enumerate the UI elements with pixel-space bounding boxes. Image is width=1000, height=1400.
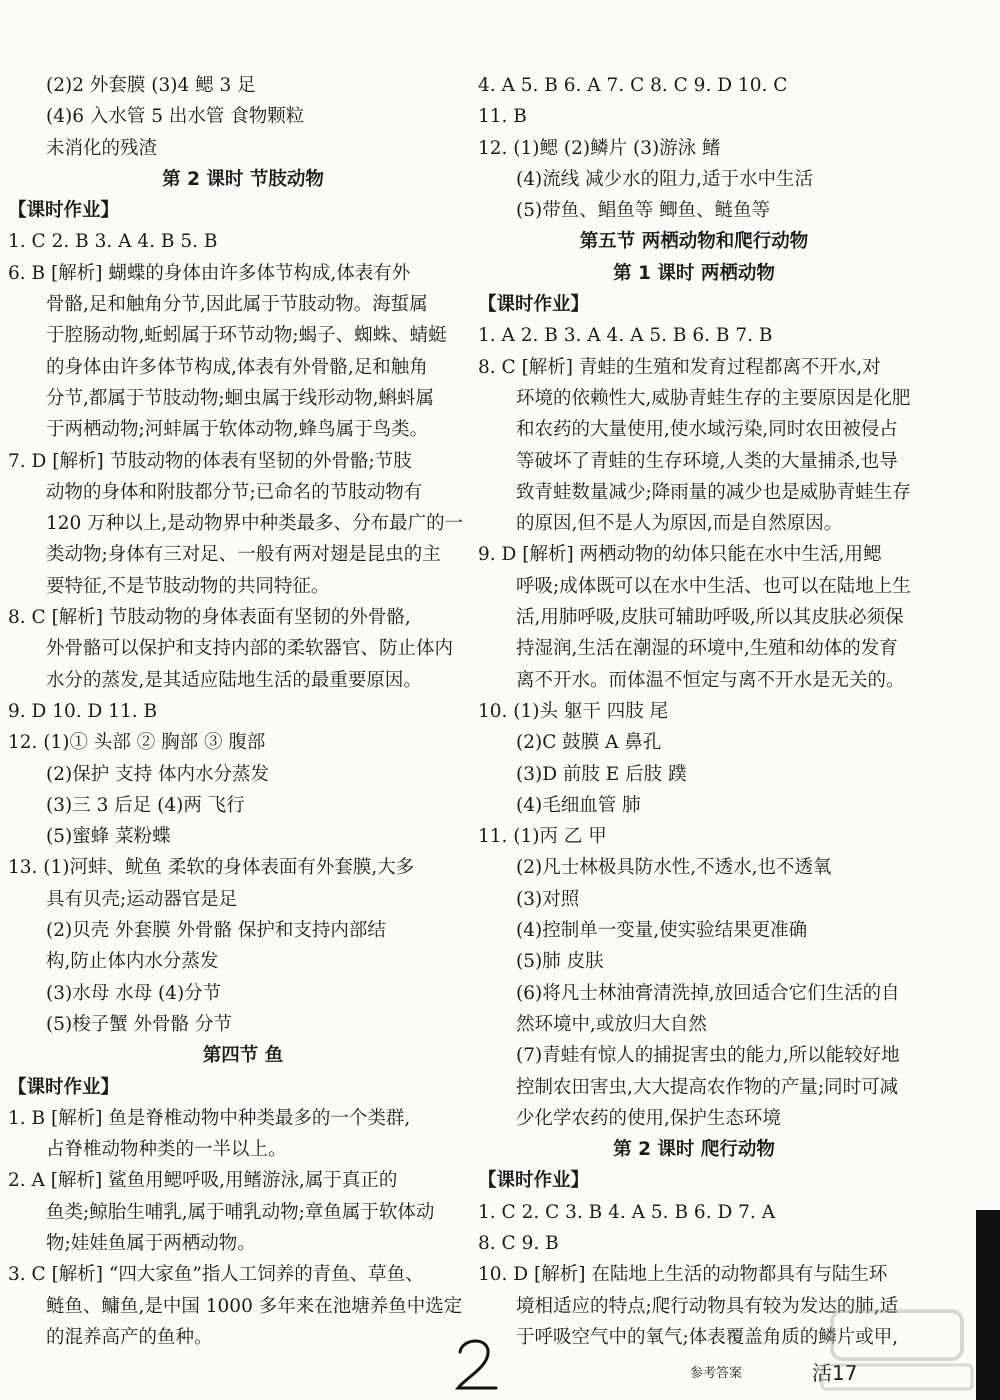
answer-line: 致青蛙数量减少;降雨量的减少也是威胁青蛙生存 bbox=[516, 481, 911, 503]
section-title: 第五节 两栖动物和爬行动物 bbox=[579, 231, 809, 253]
answer-line: 持湿润,生活在潮湿的环境中,生殖和幼体的发育 bbox=[516, 638, 898, 660]
section-title: 第 1 课时 两栖动物 bbox=[613, 262, 775, 284]
answer-line: 等破坏了青蛙的生存环境,人类的大量捕杀,也导 bbox=[516, 450, 898, 472]
answer-line: 1. B [解析] 鱼是脊椎动物中种类最多的一个类群, bbox=[8, 1107, 411, 1129]
answer-line: 环境的依赖性大,威胁青蛙生存的主要原因是化肥 bbox=[516, 387, 911, 409]
answer-line: (4)控制单一变量,使实验结果更准确 bbox=[516, 920, 808, 942]
answer-line: 6. B [解析] 蝴蝶的身体由许多体节构成,体表有外 bbox=[8, 262, 411, 284]
watermark-logo bbox=[812, 1305, 982, 1395]
answer-line: 要特征,不是节肢动物的共同特征。 bbox=[46, 575, 330, 597]
answer-line: 的原因,但不是人为原因,而是自然原因。 bbox=[516, 513, 843, 535]
answer-line: (4)流线 减少水的阻力,适于水中生活 bbox=[516, 168, 813, 190]
section-label: 【课时作业】 bbox=[478, 294, 590, 316]
answer-line: 3. C [解析] “四大家鱼”指人工饲养的青鱼、草鱼、 bbox=[8, 1264, 424, 1286]
answer-line: 构,防止体内水分蒸发 bbox=[46, 951, 219, 973]
answer-line: 动物的身体和附肢都分节;已命名的节肢动物有 bbox=[46, 481, 423, 503]
answer-line: 然环境中,或放归大自然 bbox=[516, 1013, 707, 1035]
answer-line: 12. (1)鳃 (2)鳞片 (3)游泳 鳍 bbox=[478, 137, 721, 159]
answer-line: (5)蜜蜂 菜粉蝶 bbox=[46, 826, 171, 848]
answer-line: 于腔肠动物,蚯蚓属于环节动物;蝎子、蜘蛛、蜻蜓 bbox=[46, 325, 447, 347]
answer-line: (5)梭子蟹 外骨骼 分节 bbox=[46, 1013, 232, 1035]
answer-line: (2)贝壳 外套膜 外骨骼 保护和支持内部结 bbox=[46, 920, 386, 942]
answer-line: 于呼吸空气中的氧气;体表覆盖角质的鳞片或甲, bbox=[516, 1326, 899, 1348]
answer-line: 9. D [解析] 两栖动物的幼体只能在水中生活,用鳃 bbox=[478, 544, 882, 566]
section-label: 【课时作业】 bbox=[478, 1170, 590, 1192]
answer-line: 水分的蒸发,是其适应陆地生活的最重要原因。 bbox=[46, 669, 422, 691]
answer-line: (5)带鱼、鲳鱼等 鲫鱼、鲢鱼等 bbox=[516, 200, 771, 222]
answer-line: 13. (1)河蚌、鱿鱼 柔软的身体表面有外套膜,大多 bbox=[8, 857, 415, 879]
answer-line: 的身体由许多体节构成,体表有外骨骼,足和触角 bbox=[46, 356, 428, 378]
answer-line: (6)将凡士林油膏清洗掉,放回适合它们生活的自 bbox=[516, 982, 900, 1004]
answer-line: (4)6 入水管 5 出水管 食物颗粒 bbox=[46, 106, 305, 128]
answer-line: 鲢鱼、鳙鱼,是中国 1000 多年来在池塘养鱼中选定 bbox=[46, 1295, 463, 1317]
answer-line: 8. C [解析] 节肢动物的身体表面有坚韧的外骨骼, bbox=[8, 607, 411, 629]
section-label: 【课时作业】 bbox=[8, 1076, 120, 1098]
answer-line: 2. A [解析] 鲨鱼用鳃呼吸,用鳍游泳,属于真正的 bbox=[8, 1170, 398, 1192]
answer-line: (3)D 前肢 E 后肢 蹼 bbox=[516, 763, 687, 785]
answer-line: 11. (1)丙 乙 甲 bbox=[478, 826, 607, 848]
answer-line: 呼吸;成体既可以在水中生活、也可以在陆地上生 bbox=[516, 575, 911, 597]
answer-line: (2)凡士林极具防水性,不透水,也不透氧 bbox=[516, 857, 832, 879]
section-title: 第四节 鱼 bbox=[202, 1045, 284, 1067]
answer-line: 9. D 10. D 11. B bbox=[8, 700, 158, 722]
answer-line: (3)三 3 后足 (4)两 飞行 bbox=[46, 794, 245, 816]
section-label: 【课时作业】 bbox=[8, 200, 120, 222]
answer-line: (2)C 鼓膜 A 鼻孔 bbox=[516, 732, 662, 754]
answer-line: (3)水母 水母 (4)分节 bbox=[46, 982, 222, 1004]
page-number: 活17 bbox=[812, 1361, 858, 1385]
right-column bbox=[478, 70, 910, 1353]
answer-line: 外骨骼可以保护和支持内部的柔软器官、防止体内 bbox=[46, 638, 454, 660]
answer-line: 鱼类;鲸胎生哺乳,属于哺乳动物;章鱼属于软体动 bbox=[46, 1201, 435, 1223]
answer-line: 8. C [解析] 青蛙的生殖和发育过程都离不开水,对 bbox=[478, 356, 881, 378]
answer-line: (3)对照 bbox=[516, 888, 580, 910]
answer-line: 于两栖动物;河蚌属于软体动物,蜂鸟属于鸟类。 bbox=[46, 419, 429, 441]
answer-line: 1. C 2. B 3. A 4. B 5. B bbox=[8, 231, 218, 253]
answer-line: 和农药的大量使用,使水域污染,同时农田被侵占 bbox=[516, 419, 898, 441]
page-edge-tab bbox=[976, 1210, 1000, 1400]
answer-line: 1. C 2. C 3. B 4. A 5. B 6. D 7. A bbox=[478, 1201, 776, 1223]
answer-line: (7)青蛙有惊人的捕捉害虫的能力,所以能较好地 bbox=[516, 1045, 900, 1067]
answer-line: 4. A 5. B 6. A 7. C 8. C 9. D 10. C bbox=[478, 75, 788, 96]
answer-line: 未消化的残渣 bbox=[46, 137, 158, 159]
answer-line: 控制农田害虫,大大提高农作物的产量;同时可减 bbox=[516, 1076, 899, 1098]
answer-line: 分节,都属于节肢动物;蛔虫属于线形动物,蝌蚪属 bbox=[46, 387, 434, 409]
answer-line: 占脊椎动物种类的一半以上。 bbox=[46, 1139, 287, 1161]
answer-line: 8. C 9. B bbox=[478, 1232, 559, 1254]
answer-line: 120 万种以上,是动物界中种类最多、分布最广的一 bbox=[46, 513, 464, 535]
answer-line: 1. A 2. B 3. A 4. A 5. B 6. B 7. B bbox=[478, 325, 773, 347]
handwritten-page-mark bbox=[452, 1334, 502, 1394]
answer-line: (2)保护 支持 体内水分蒸发 bbox=[46, 763, 269, 785]
answer-line: 10. D [解析] 在陆地上生活的动物都具有与陆生环 bbox=[478, 1264, 888, 1286]
answer-line: 离不开水。而体温不恒定与离不开水是无关的。 bbox=[516, 669, 905, 691]
answer-line: 境相适应的特点;爬行动物具有较为发达的肺,适 bbox=[516, 1295, 899, 1317]
left-column bbox=[8, 70, 478, 1353]
answer-line: 11. B bbox=[478, 106, 527, 128]
answer-line: 具有贝壳;运动器官是足 bbox=[46, 888, 238, 910]
answer-line: (4)毛细血管 肺 bbox=[516, 794, 641, 816]
answer-line: 的混养高产的鱼种。 bbox=[46, 1326, 213, 1348]
answer-line: 10. (1)头 躯干 四肢 尾 bbox=[478, 700, 669, 722]
answer-line: 物;娃娃鱼属于两栖动物。 bbox=[46, 1232, 256, 1254]
section-title: 第 2 课时 节肢动物 bbox=[162, 168, 324, 190]
answer-line: 7. D [解析] 节肢动物的体表有坚韧的外骨骼;节肢 bbox=[8, 450, 412, 472]
answer-line: (2)2 外套膜 (3)4 鳃 3 足 bbox=[46, 75, 256, 96]
answer-line: (5)肺 皮肤 bbox=[516, 951, 604, 973]
section-title: 第 2 课时 爬行动物 bbox=[613, 1139, 775, 1161]
answer-line: 骨骼,足和触角分节,因此属于节肢动物。海蜇属 bbox=[46, 294, 428, 316]
footer-label: 参考答案 bbox=[690, 1366, 743, 1381]
answer-line: 少化学农药的使用,保护生态环境 bbox=[516, 1107, 781, 1129]
answer-line: 活,用肺呼吸,皮肤可辅助呼吸,所以其皮肤必须保 bbox=[516, 607, 904, 629]
answer-line: 12. (1)① 头部 ② 胸部 ③ 腹部 bbox=[8, 732, 266, 754]
answer-line: 类动物;身体有三对足、一般有两对翅是昆虫的主 bbox=[46, 544, 441, 566]
